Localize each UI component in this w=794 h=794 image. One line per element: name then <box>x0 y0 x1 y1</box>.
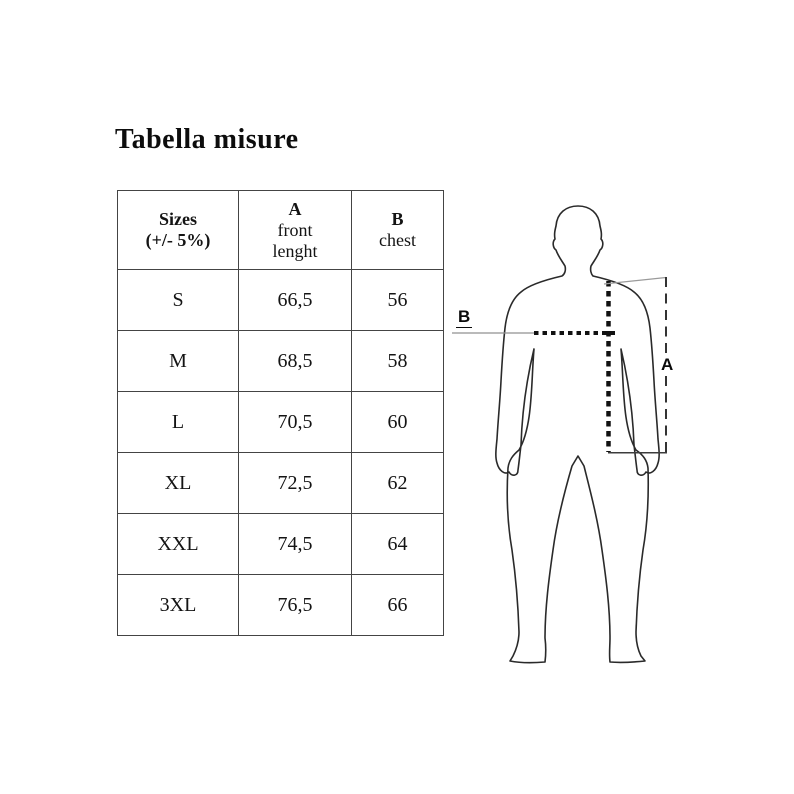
human-figure-outline <box>496 206 659 663</box>
chest-cell: 64 <box>352 514 444 575</box>
table-row <box>118 270 444 331</box>
front-length-cell: 68,5 <box>239 331 352 392</box>
header-b-sub: chest <box>379 230 416 250</box>
header-front-length <box>239 191 352 270</box>
header-a-sub1: front <box>277 219 313 240</box>
measure-label-a: A <box>658 354 676 375</box>
header-sizes-tolerance: (+/- 5%) <box>145 230 211 250</box>
front-length-cell: 74,5 <box>239 514 352 575</box>
size-cell: S <box>118 270 239 331</box>
front-length-cell: 66,5 <box>239 270 352 331</box>
size-cell: L <box>118 392 239 453</box>
front-length-cell: 72,5 <box>239 453 352 514</box>
table-row <box>118 392 444 453</box>
table-row <box>118 575 444 636</box>
header-sizes <box>118 191 239 270</box>
page-title: Tabella misure <box>115 124 299 155</box>
header-chest <box>352 191 444 270</box>
chest-cell: 62 <box>352 453 444 514</box>
size-cell: 3XL <box>118 575 239 636</box>
chest-cell: 60 <box>352 392 444 453</box>
table-row <box>118 453 444 514</box>
size-cell: XXL <box>118 514 239 575</box>
header-a-letter: A <box>288 198 302 219</box>
size-cell: XL <box>118 453 239 514</box>
table-row <box>118 331 444 392</box>
chest-cell: 58 <box>352 331 444 392</box>
chest-cell: 56 <box>352 270 444 331</box>
header-a-sub2: lenght <box>272 240 318 261</box>
header-sizes-main: Sizes <box>159 209 197 229</box>
size-cell: M <box>118 331 239 392</box>
front-length-cell: 70,5 <box>239 392 352 453</box>
connector-top-line <box>604 278 666 285</box>
measure-label-b: B <box>458 307 471 326</box>
chest-cell: 66 <box>352 575 444 636</box>
table-row <box>118 514 444 575</box>
table-header-row <box>118 191 444 270</box>
body-measurement-diagram <box>440 195 685 680</box>
header-b-letter: B <box>391 209 404 229</box>
front-length-cell: 76,5 <box>239 575 352 636</box>
size-table <box>117 190 444 636</box>
